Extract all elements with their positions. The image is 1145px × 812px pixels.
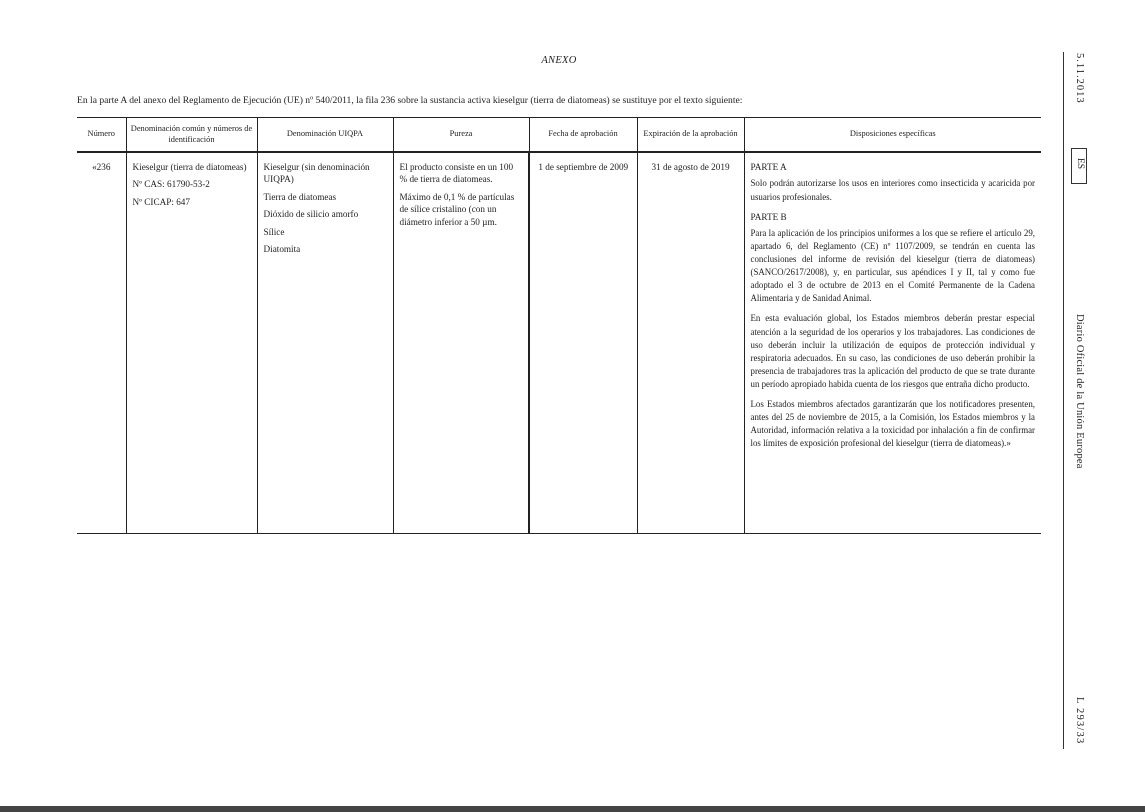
header-denominacion-comun: Denominación común y números de identificación <box>126 118 257 153</box>
table-row <box>77 152 1041 534</box>
header-denominacion-uiqpa: Denominación UIQPA <box>257 118 393 153</box>
iupac-item: Tierra de diatomeas <box>263 191 337 202</box>
cell-expiry-date <box>637 152 744 534</box>
header-fecha-aprobacion: Fecha de aprobación <box>529 118 637 153</box>
cell-number <box>77 152 126 534</box>
intro-paragraph: En la parte A del anexo del Reglamento de Ejecución (UE) nº 540/2011, la fila 236 sobre la sustancia activa kieselgur (tierra de diatomeas) se sustituye por el texto siguiente: <box>77 95 743 106</box>
part-a-heading: PARTE A <box>750 162 787 172</box>
iupac-item: Kieselgur (sin denominación UIQPA) <box>263 162 370 185</box>
cell-approval-date <box>529 152 637 534</box>
cell-specific-provisions <box>744 152 1041 534</box>
language-code: ES <box>1075 158 1085 170</box>
margin-date: 5.11.2013 <box>1074 53 1085 104</box>
purity-text: El producto consiste en un 100 % de tierra de diatomeas. <box>399 162 514 185</box>
cell-purity <box>393 152 529 534</box>
margin-rule <box>1063 52 1064 749</box>
header-pureza: Pureza <box>393 118 529 153</box>
cicap-number: Nº CICAP: 647 <box>132 196 190 207</box>
iupac-item: Sílice <box>263 226 285 237</box>
header-disposiciones: Disposiciones específicas <box>744 118 1041 153</box>
part-b-paragraph: Para la aplicación de los principios uniformes a los que se refiere el artículo 29, apartado 6, del Reglamento (CE) nº 1107/2009, se tendrán en cuenta las conclusiones del informe de revisión del kieselgur (tierra de diatomeas) (SANCO/2617/2008), y, en particular, sus apéndices I y II, tal y como fue adoptado el 3 de octubre de 2013 en el Comité Permanente de la Cadena Alimentaria y de Sanidad Animal. <box>750 228 1035 304</box>
viewer-bottom-edge <box>0 806 1145 812</box>
part-b-paragraph: Los Estados miembros afectados garantizarán que los notificadores presenten, antes del 25 de noviembre de 2015, a la Comisión, los Estados miembros y la Autoridad, información relativa a la toxicidad por inhalación a fin de confirmar los límites de exposición profesional del kieselgur (tierra de diatomeas).» <box>750 398 1035 449</box>
language-badge <box>1071 148 1087 184</box>
common-name: Kieselgur (tierra de diatomeas) <box>132 162 247 172</box>
iupac-item: Diatomita <box>263 244 301 255</box>
cell-common-name <box>126 152 257 534</box>
journal-title: Diario Oficial de la Unión Europea <box>1074 314 1085 469</box>
annex-title: ANEXO <box>541 55 577 66</box>
table-header-row <box>77 118 1041 153</box>
part-a-text: Solo podrán autorizarse los usos en interiores como insecticida y acaricida por usuarios profesionales. <box>750 178 1035 202</box>
cas-number: Nº CAS: 61790-53-2 <box>132 179 210 190</box>
header-expiracion: Expiración de la aprobación <box>637 118 744 153</box>
header-numero: Número <box>77 118 126 153</box>
cell-iupac-name <box>257 152 393 534</box>
purity-text: Máximo de 0,1 % de partículas de sílice cristalino (con un diámetro inferior a 50 µm. <box>399 191 515 227</box>
part-b-paragraph: En esta evaluación global, los Estados miembros deberán prestar especial atención a la seguridad de los operarios y los trabajadores. Las condiciones de uso deberán incluir la utilización de equipos de protección individual y respiratoria adecuados. En su caso, las condiciones de uso deberán prohibir la presencia de trabajadores tras la aplicación del producto de que se trate durante un período apropiado habida cuenta de los riesgos que entraña dicho producto. <box>750 313 1035 389</box>
part-b-heading: PARTE B <box>750 211 787 222</box>
iupac-item: Dióxido de silicio amorfo <box>263 209 359 220</box>
page-reference: L 293/33 <box>1074 697 1085 745</box>
expiry-date: 31 de agosto de 2019 <box>651 162 730 172</box>
substance-table <box>77 117 1041 534</box>
approval-date: 1 de septiembre de 2009 <box>538 162 629 172</box>
row-number: «236 <box>92 162 111 172</box>
